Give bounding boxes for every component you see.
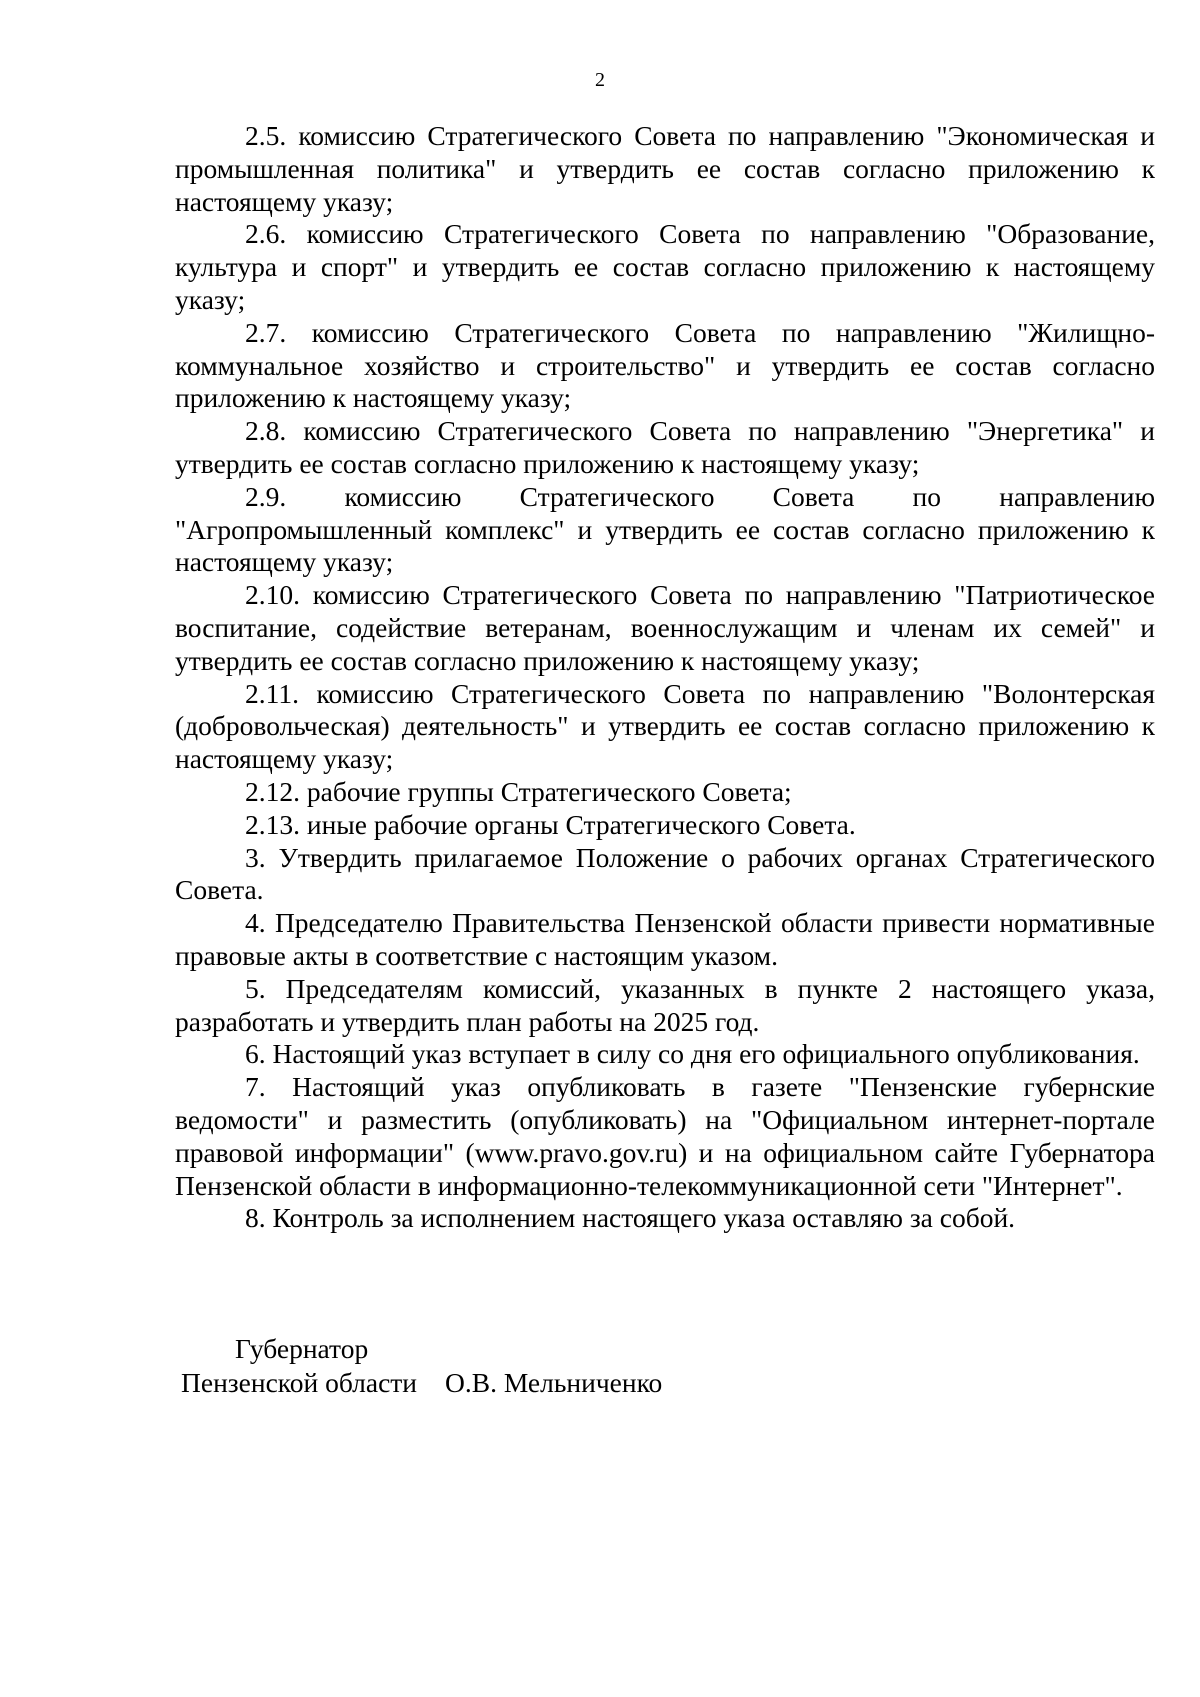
paragraph-2-11: 2.11. комиссию Стратегического Совета по направлению "Волонтерская (добровольческая) деятельность" и утвердить ее состав согласно приложению к настоящему указу; [175, 677, 1155, 775]
paragraph-6: 6. Настоящий указ вступает в силу со дня его официального опубликования. [245, 1038, 1140, 1070]
page-number: 2 [595, 69, 605, 91]
signature-name: О.В. Мельниченко [445, 1367, 663, 1398]
paragraph-2-5: 2.5. комиссию Стратегического Совета по направлению "Экономическая и промышленная политика" и утвердить ее состав согласно приложению к настоящему указу; [175, 120, 1155, 217]
document-body [175, 120, 1155, 1235]
paragraph-2-7: 2.7. комиссию Стратегического Совета по направлению "Жилищно-коммунальное хозяйство и строительство" и утвердить ее состав согласно приложению к настоящему указу; [175, 316, 1155, 414]
paragraph-7: 7. Настоящий указ опубликовать в газете "Пензенские губернские ведомости" и разместить (опубликовать) на "Официальном интернет-портале правовой информации" (www.pravo.gov.ru) и на официальном сайте Губернатора Пензенской области в информационно-телекоммуникационной сети "Интернет". [175, 1071, 1155, 1201]
signature-region: Пензенской области [181, 1367, 418, 1398]
paragraph-4: 4. Председателю Правительства Пензенской области привести нормативные правовые акты в соответствие с настоящим указом. [175, 907, 1155, 971]
paragraph-5: 5. Председателям комиссий, указанных в пункте 2 настоящего указа, разработать и утвердить план работы на 2025 год. [175, 972, 1155, 1037]
signature-line [175, 1366, 875, 1400]
signature-title: Губернатор [235, 1333, 369, 1364]
paragraph-2-8: 2.8. комиссию Стратегического Совета по направлению "Энергетика" и утвердить ее состав согласно приложению к настоящему указу; [175, 415, 1155, 479]
signature-block [175, 1332, 875, 1400]
paragraph-8: 8. Контроль за исполнением настоящего указа оставляю за собой. [245, 1202, 1016, 1234]
paragraph-2-13: 2.13. иные рабочие органы Стратегического Совета. [245, 808, 856, 840]
paragraph-2-12: 2.12. рабочие группы Стратегического Совета; [245, 775, 792, 807]
paragraph-2-6: 2.6. комиссию Стратегического Совета по направлению "Образование, культура и спорт" и утвердить ее состав согласно приложению к настоящему указу; [175, 218, 1155, 315]
paragraph-2-9: 2.9. комиссию Стратегического Совета по направлению "Агропромышленный комплекс" и утвердить ее состав согласно приложению к настоящему указу; [175, 480, 1155, 578]
paragraph-3: 3. Утвердить прилагаемое Положение о рабочих органах Стратегического Совета. [175, 841, 1155, 906]
paragraph-2-10: 2.10. комиссию Стратегического Совета по направлению "Патриотическое воспитание, содействие ветеранам, военнослужащим и членам их семей" и утвердить ее состав согласно приложению к настоящему указу; [175, 579, 1155, 676]
